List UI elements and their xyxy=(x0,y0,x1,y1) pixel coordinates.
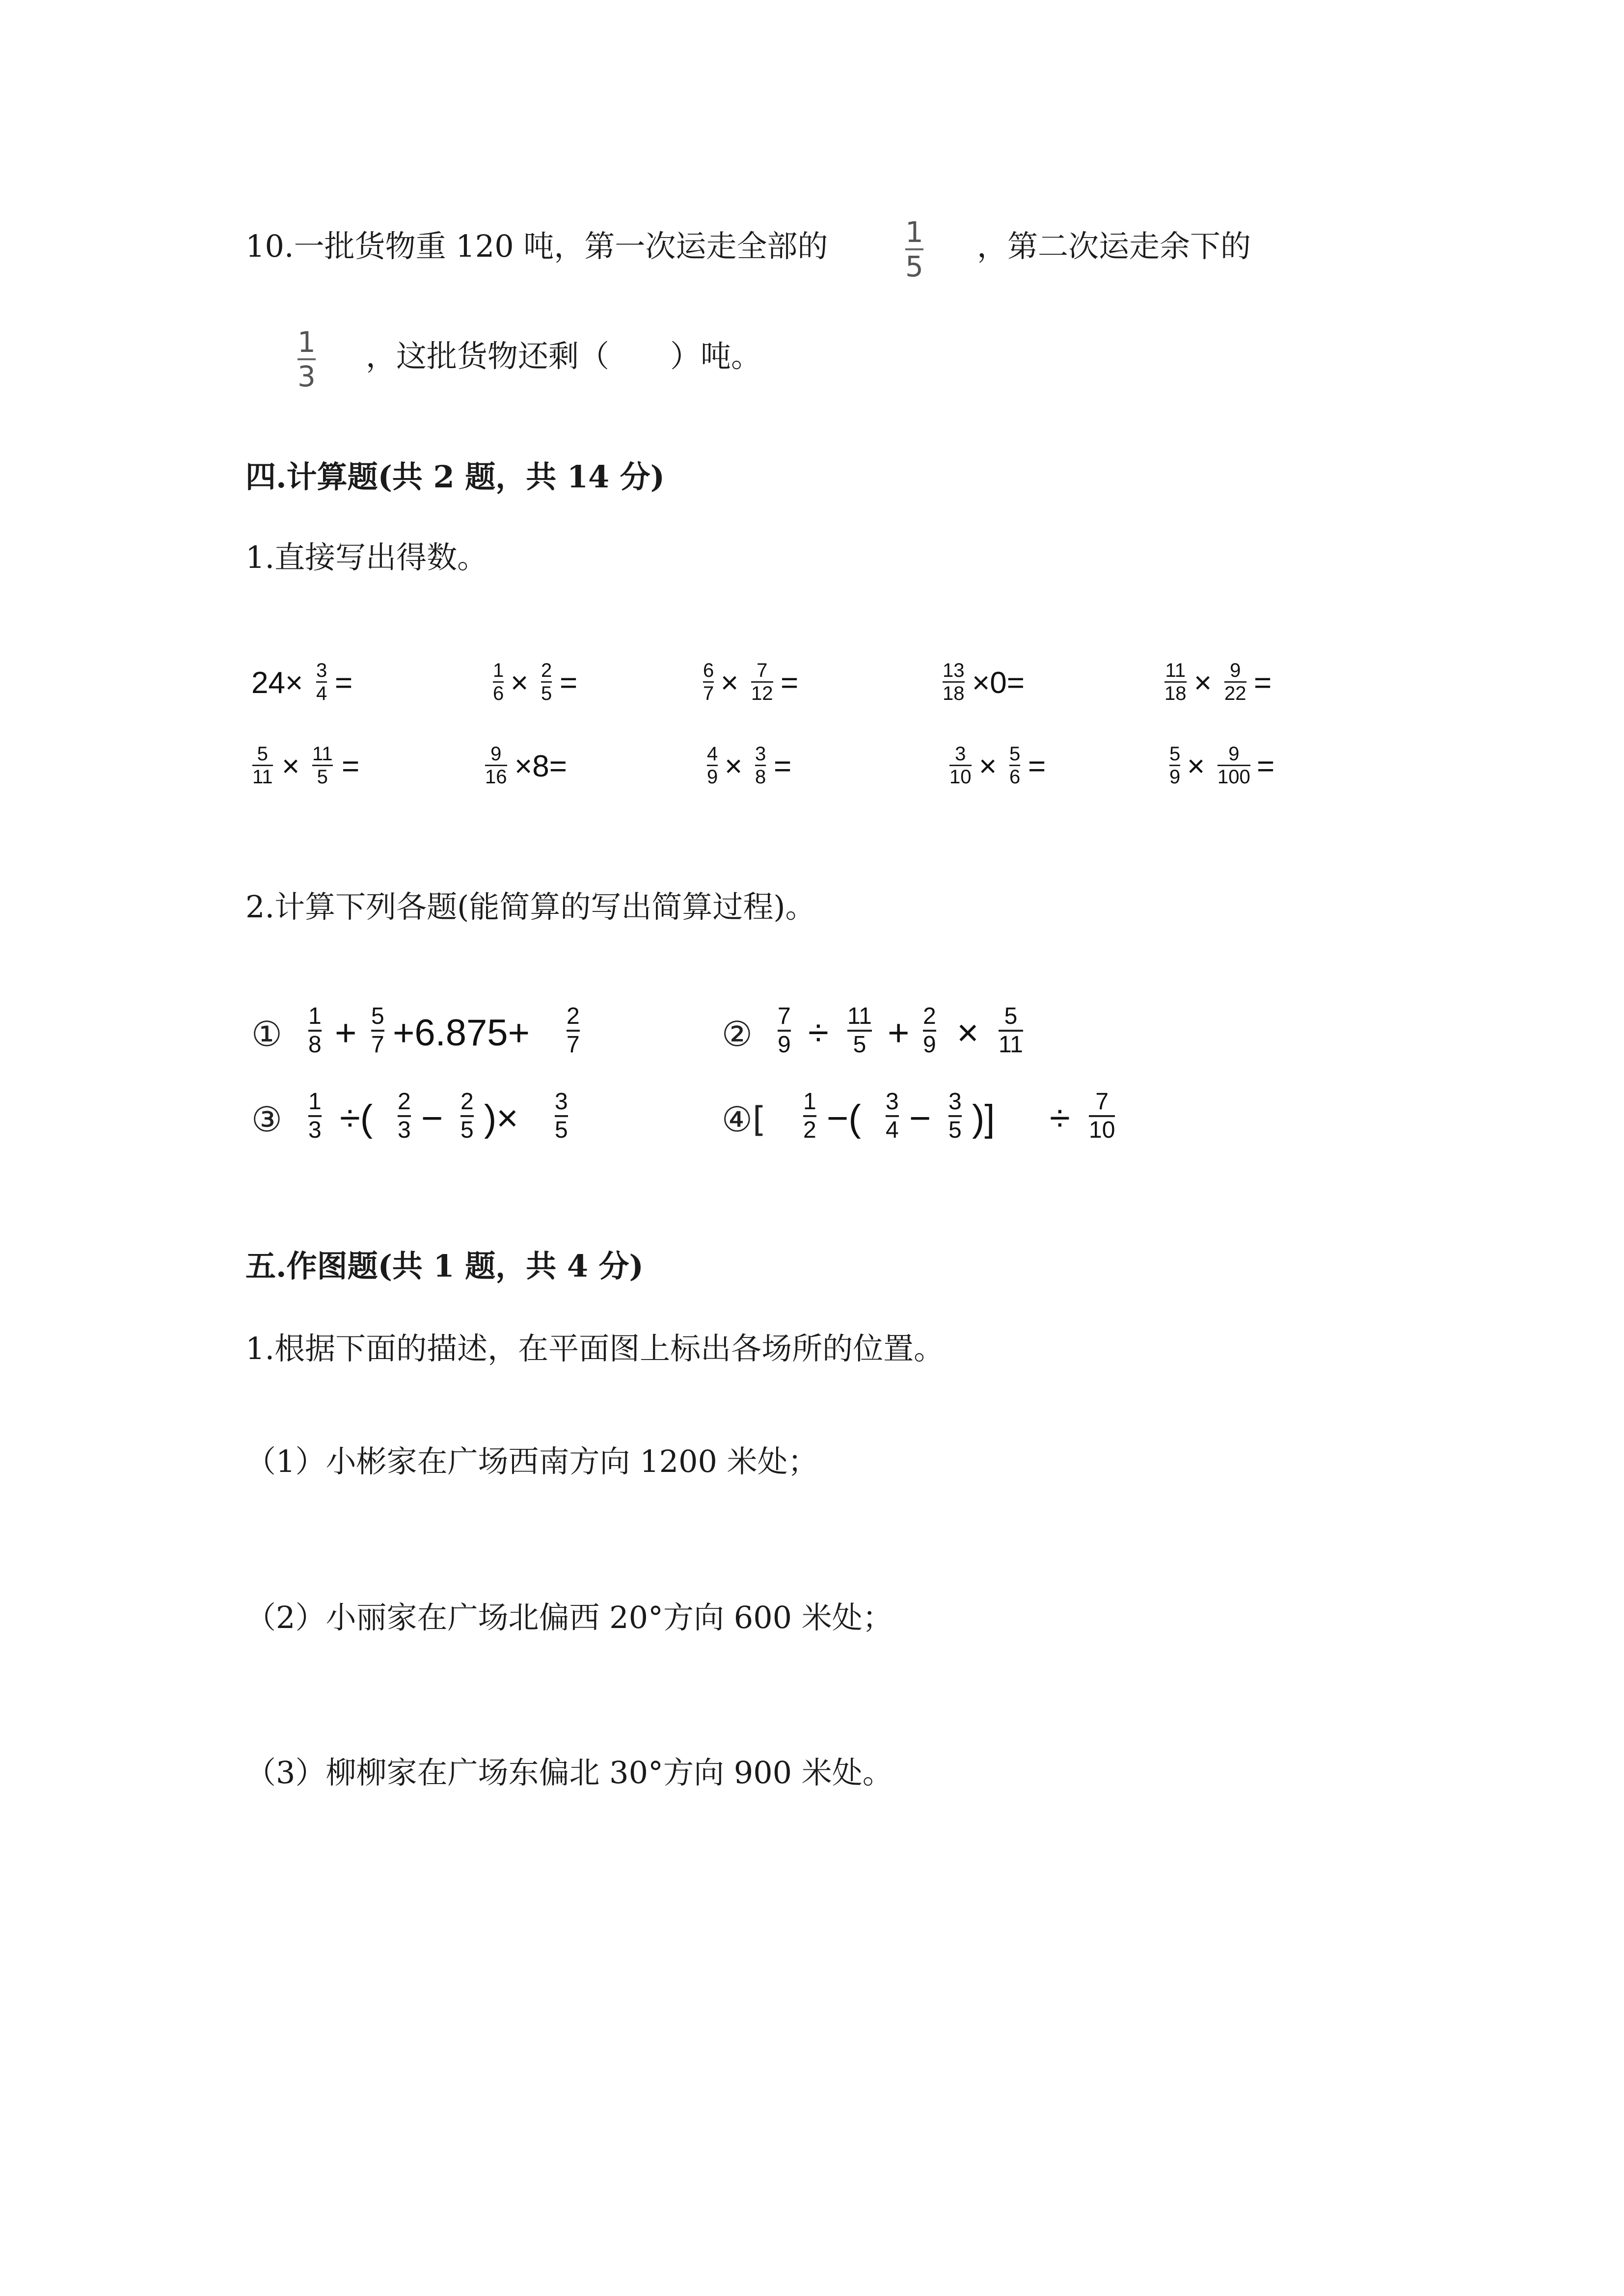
calc-r2-4-equals: = xyxy=(1028,749,1046,783)
fraction-numerator: 2 xyxy=(460,1089,474,1115)
calc-r2-1-frac-b xyxy=(310,743,335,788)
fraction-denominator: 7 xyxy=(703,683,714,704)
fraction-denominator: 9 xyxy=(778,1032,791,1058)
calc-r2-3-frac-a xyxy=(705,743,720,788)
fraction-denominator: 9 xyxy=(1169,766,1181,788)
calc-r1-1-frac xyxy=(314,660,329,704)
fraction-denominator: 5 xyxy=(905,250,923,283)
calc-r2-5-frac-b xyxy=(1216,743,1252,788)
fraction-denominator: 5 xyxy=(853,1032,866,1058)
section5-q1-text: 1.根据下面的描述，在平面图上标出各场所的位置。 xyxy=(245,1331,945,1366)
fraction-denominator: 4 xyxy=(316,683,327,704)
fraction-denominator: 18 xyxy=(1164,683,1187,704)
fraction-numerator: 1 xyxy=(803,1089,816,1115)
fraction-denominator: 10 xyxy=(949,766,972,788)
p2-divide: ÷ xyxy=(808,1012,829,1054)
p4-close-brackets: )] xyxy=(972,1097,995,1139)
p3-frac-4 xyxy=(553,1089,570,1144)
p3-frac-1 xyxy=(306,1089,324,1144)
p3-close-times: )× xyxy=(484,1097,518,1139)
p2-frac-2 xyxy=(845,1003,874,1058)
fraction-numerator: 5 xyxy=(1009,743,1021,765)
fraction-numerator: 5 xyxy=(1004,1003,1018,1029)
fraction-denominator: 3 xyxy=(308,1117,322,1143)
calc-r1-1-prefix: 24× xyxy=(251,666,303,700)
fraction-denominator: 18 xyxy=(943,683,965,704)
calc-r1-5-frac-a xyxy=(1163,660,1189,704)
fraction-denominator: 8 xyxy=(308,1032,322,1058)
problem-number-2: ② xyxy=(722,1014,753,1054)
fraction-numerator: 3 xyxy=(755,743,766,765)
q10-fraction-2 xyxy=(295,326,319,393)
fraction-denominator: 11 xyxy=(252,766,273,788)
fraction-numerator: 5 xyxy=(257,743,268,765)
fraction-numerator: 13 xyxy=(943,660,965,681)
fraction-numerator: 2 xyxy=(923,1003,936,1029)
section4-q1-label: 1.直接写出得数。 xyxy=(245,539,488,575)
p2-frac-4 xyxy=(997,1003,1025,1058)
fraction-denominator: 7 xyxy=(567,1032,580,1058)
calc-r1-4-frac xyxy=(941,660,967,704)
fraction-denominator: 6 xyxy=(1009,766,1021,788)
calc-r1-2-frac-b xyxy=(539,660,554,704)
section5-item-2: （2）小丽家在广场北偏西 20°方向 600 米处； xyxy=(245,1600,893,1635)
calc-r1-3-equals: = xyxy=(781,666,799,700)
calc-r2-5-times: × xyxy=(1187,749,1205,783)
p2-plus: + xyxy=(888,1012,910,1054)
calc-r2-3-equals: = xyxy=(774,749,792,783)
fraction-denominator: 5 xyxy=(948,1117,962,1143)
q10-fraction-1 xyxy=(902,216,926,283)
fraction-numerator: 3 xyxy=(886,1089,899,1115)
p3-frac-2 xyxy=(396,1089,413,1144)
calc-r2-1-equals: = xyxy=(342,749,360,783)
fraction-denominator: 5 xyxy=(555,1117,568,1143)
fraction-numerator: 7 xyxy=(778,1003,791,1029)
calc-r1-3-frac-b xyxy=(749,660,775,704)
calc-r2-5-equals: = xyxy=(1257,749,1275,783)
fraction-denominator: 22 xyxy=(1224,683,1246,704)
p2-frac-3 xyxy=(921,1003,938,1058)
p2-frac-1 xyxy=(776,1003,793,1058)
calc-r2-4-frac-b xyxy=(1007,743,1022,788)
fraction-numerator: 9 xyxy=(1230,660,1241,681)
p4-minus-open: −( xyxy=(827,1097,861,1139)
calc-r2-5-frac-a xyxy=(1167,743,1182,788)
p3-minus: − xyxy=(421,1097,443,1139)
problem-number-3: ③ xyxy=(251,1099,282,1140)
fraction-numerator: 2 xyxy=(398,1089,411,1115)
section4-q2-label: 2.计算下列各题(能简算的写出简算过程)。 xyxy=(245,889,816,925)
fraction-numerator: 1 xyxy=(493,660,504,681)
calc-r1-5-equals: = xyxy=(1254,666,1272,700)
calc-r2-1-times: × xyxy=(282,749,300,783)
fraction-numerator: 1 xyxy=(308,1003,322,1029)
calc-r1-3-times: × xyxy=(721,666,739,700)
fraction-denominator: 9 xyxy=(707,766,718,788)
fraction-numerator: 5 xyxy=(371,1003,384,1029)
calc-r2-2-frac xyxy=(483,743,509,788)
fraction-numerator: 3 xyxy=(948,1089,962,1115)
p4-divide: ÷ xyxy=(1050,1097,1070,1139)
p1-plus: + xyxy=(335,1012,357,1054)
calc-r1-5-frac-b xyxy=(1222,660,1248,704)
fraction-denominator: 16 xyxy=(485,766,507,788)
fraction-denominator: 5 xyxy=(317,766,328,788)
calc-r2-3-frac-b xyxy=(753,743,768,788)
p4-frac-1 xyxy=(801,1089,818,1144)
section4-heading: 四.计算题(共 2 题，共 14 分) xyxy=(245,459,665,495)
fraction-numerator: 3 xyxy=(955,743,966,765)
fraction-numerator: 7 xyxy=(1095,1089,1109,1115)
p2-times: × xyxy=(956,1012,978,1054)
fraction-numerator: 7 xyxy=(757,660,768,681)
p3-divide-open: ÷( xyxy=(340,1097,373,1139)
calc-r1-2-frac-a xyxy=(491,660,506,704)
p4-minus: − xyxy=(909,1097,931,1139)
calc-r2-2-rest: ×8= xyxy=(514,749,567,783)
fraction-denominator: 100 xyxy=(1218,766,1250,788)
fraction-denominator: 11 xyxy=(999,1032,1023,1058)
fraction-denominator: 4 xyxy=(886,1117,899,1143)
fraction-denominator: 12 xyxy=(751,683,773,704)
fraction-numerator: 3 xyxy=(316,660,327,681)
problem-number-4: ④[ xyxy=(722,1099,766,1140)
fraction-numerator: 9 xyxy=(1228,743,1240,765)
fraction-numerator: 1 xyxy=(308,1089,322,1115)
fraction-denominator: 3 xyxy=(398,1117,411,1143)
section5-item-3: （3）柳柳家在广场东偏北 30°方向 900 米处。 xyxy=(245,1755,893,1790)
q10-text-part2: ，第二次运走余下的 xyxy=(977,228,1251,264)
fraction-denominator: 2 xyxy=(803,1117,816,1143)
fraction-numerator: 5 xyxy=(1169,743,1181,765)
fraction-numerator: 3 xyxy=(555,1089,568,1115)
fraction-denominator: 5 xyxy=(541,683,552,704)
calc-r1-5-times: × xyxy=(1194,666,1212,700)
calc-r2-1-frac-a xyxy=(250,743,275,788)
section5-heading: 五.作图题(共 1 题，共 4 分) xyxy=(245,1248,644,1284)
fraction-denominator: 6 xyxy=(493,683,504,704)
fraction-numerator: 11 xyxy=(312,743,333,765)
fraction-denominator: 8 xyxy=(755,766,766,788)
fraction-numerator: 1 xyxy=(298,325,316,359)
fraction-denominator: 9 xyxy=(923,1032,936,1058)
q10-text-part3: ，这批货物还剩（ ）吨。 xyxy=(366,338,762,374)
problem-number-1: ① xyxy=(251,1014,282,1054)
p4-frac-4 xyxy=(1087,1089,1117,1144)
fraction-numerator: 11 xyxy=(1165,660,1186,681)
p1-frac-3 xyxy=(565,1003,582,1058)
p4-frac-3 xyxy=(947,1089,964,1144)
fraction-denominator: 7 xyxy=(371,1032,384,1058)
p4-frac-2 xyxy=(884,1089,901,1144)
fraction-numerator: 1 xyxy=(905,215,923,249)
section5-item-1: （1）小彬家在广场西南方向 1200 米处； xyxy=(245,1443,818,1479)
calc-r1-2-times: × xyxy=(511,666,529,700)
calc-r1-3-frac-a xyxy=(701,660,716,704)
p1-decimal-term: +6.875+ xyxy=(393,1012,530,1054)
fraction-numerator: 2 xyxy=(541,660,552,681)
p1-frac-2 xyxy=(369,1003,386,1058)
fraction-numerator: 9 xyxy=(490,743,502,765)
calc-r2-4-frac-a xyxy=(947,743,974,788)
calc-r2-3-times: × xyxy=(725,749,743,783)
fraction-numerator: 6 xyxy=(703,660,714,681)
fraction-numerator: 11 xyxy=(847,1003,872,1029)
calc-r1-4-rest: ×0= xyxy=(972,666,1025,700)
fraction-denominator: 3 xyxy=(298,360,316,393)
fraction-denominator: 10 xyxy=(1089,1117,1115,1143)
fraction-denominator: 5 xyxy=(460,1117,474,1143)
calc-r1-2-equals: = xyxy=(560,666,578,700)
p1-frac-1 xyxy=(306,1003,324,1058)
q10-text-part1: 10.一批货物重 120 吨，第一次运走全部的 xyxy=(245,228,828,264)
fraction-numerator: 4 xyxy=(707,743,718,765)
fraction-numerator: 2 xyxy=(567,1003,580,1029)
p3-frac-3 xyxy=(459,1089,476,1144)
calc-r1-1-equals: = xyxy=(335,666,353,700)
calc-r2-4-times: × xyxy=(979,749,997,783)
